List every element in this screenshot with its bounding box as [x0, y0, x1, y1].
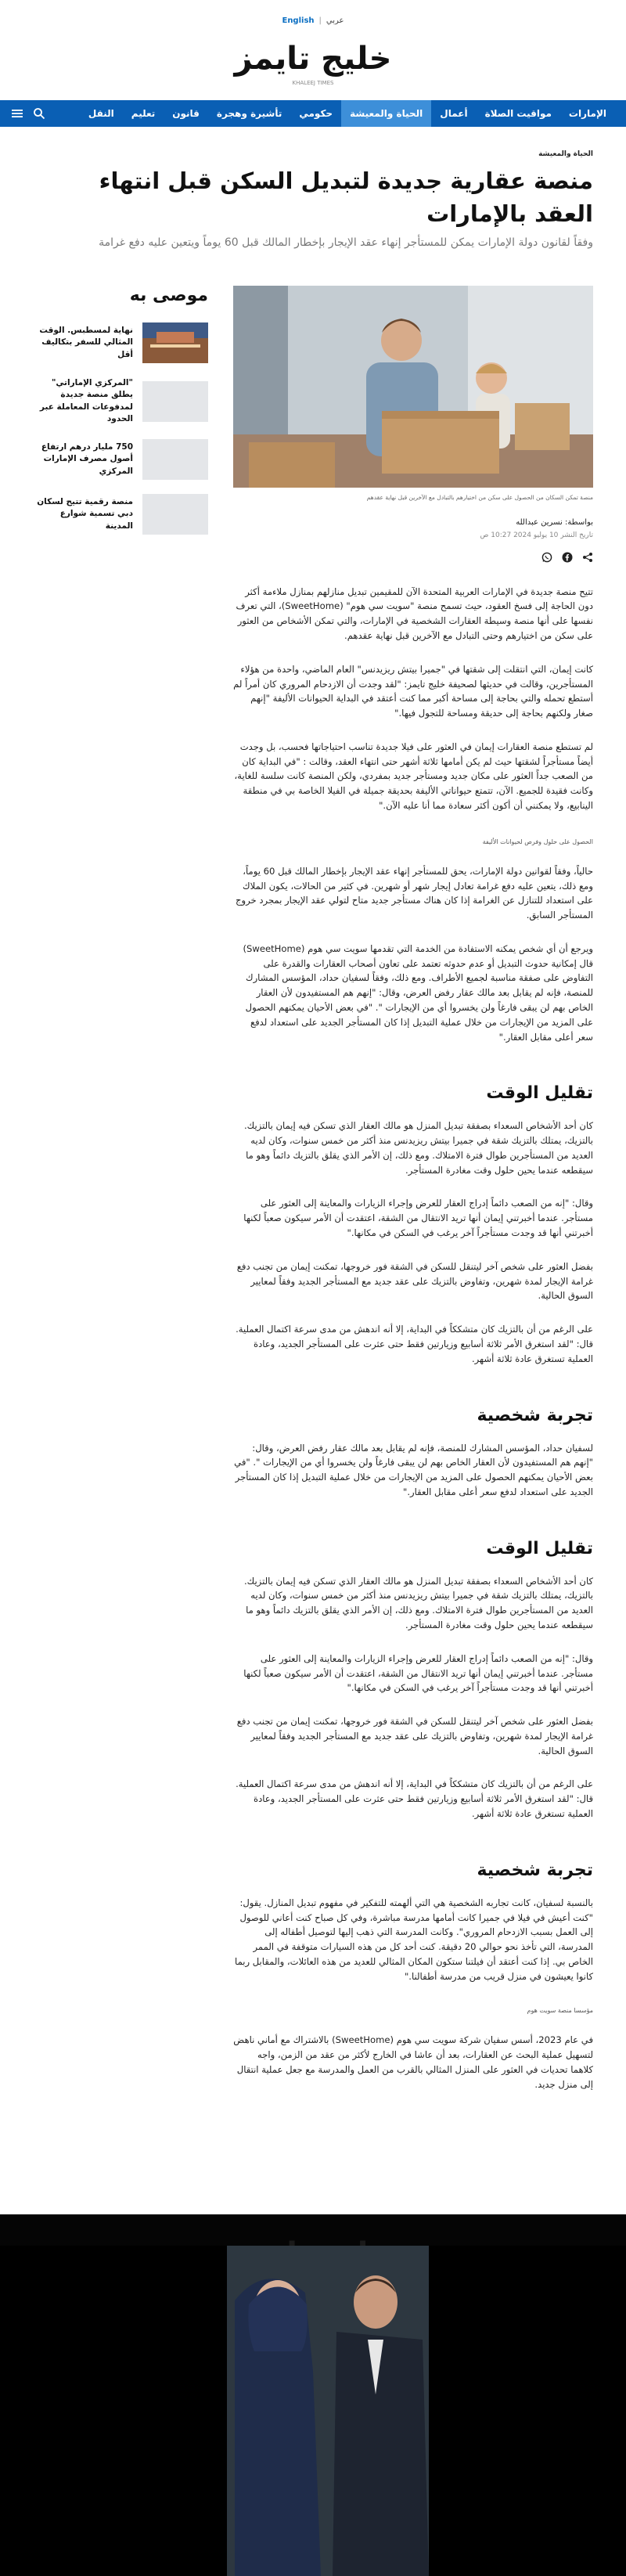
paragraph: حالياً، وفقاً لقوانين دولة الإمارات، يحق للمستأجر إنهاء عقد الإيجار بإخطار المالك قبل 60 يوماً، ومع ذلك، يتعين عليه دفع غرامة تعادل إيجار شهر أو شهرين. في كثير من الحالات، يكون الملاك على استعداد للتنازل عن الغرامة إذا كان هناك مستأجر جديد متاح لتولي عقد الإيجار بمجرد خروج المستأجر السابق. — [236, 865, 593, 921]
article-body — [233, 585, 593, 2092]
article-subhead: وفقاً لقانون دولة الإمارات يمكن للمستأجر إنهاء عقد الإيجار بإخطار المالك قبل 60 يوماً ويتعين عليه دفع غرامة — [99, 236, 593, 250]
nav-item-visa[interactable]: تأشيرة وهجرة — [216, 108, 282, 119]
paragraph: لم تستطع منصة العقارات إيمان في العثور على فيلا جديدة تناسب احتياجاتها فحسب، بل وجدت أيضاً مستأجراً لشقتها حيث لم يكن أمامها ثلاثة أشهر حتى انتهاء العقد، وقالت : "في البداية كان من الصعب جداً العثور على مكان جديد ومستأجر جديد بمفردي، ولكن المنصة كانت سلسة للغاية، وكانت فقيدة للجميع. الآن، تتمتع حيواناتي الأليفة بحديقة جميلة في الفيلا الخاصة بي في منطقة الينابيع، ولا يمكنني أن أكون أكثر سعادة مما أنا عليه الآن." — [234, 740, 593, 811]
article-headline: منصة عقارية جديدة لتبديل السكن قبل انتهاء العقد بالإمارات — [99, 168, 593, 228]
site-logo[interactable]: خليج تايمز — [234, 41, 392, 77]
recommended-item[interactable] — [33, 377, 208, 425]
recommended-item[interactable] — [33, 494, 208, 535]
paragraph: كان أحد الأشخاص السعداء بصفقة تبديل المنزل هو مالك العقار الذي تسكن فيه إيمان بالتزيك. بالتزيك، يمتلك بالتزيك شقة في جميرا بيتش ريزيدنس منذ أكثر من خمس سنوات، وكان لديه العديد من المستأجرين طوال فترة الامتلاك. ومع ذلك، إن الأمر الذي يقلق بالتزيك دائماً وهو ما سيقطعه عندما يحين حلول وقت مغادرة المستأجر. — [243, 1575, 593, 1630]
whatsapp-icon[interactable] — [541, 552, 552, 563]
paragraph: وقال: "إنه من الصعب دائماً إدراج العقار للعرض وإجراء الزيارات والمعاينة إلى العثور على مستأجر. عندما أخبرتني إيمان أنها تريد الانتقال من الشقة، اعتقدت أن الأمر سيكون صعباً لكنها أخبرتني أنها قد وجدت مستأجراً آخر يرغب في السكن في مكانها." — [243, 1652, 593, 1694]
share-icon[interactable] — [582, 552, 593, 563]
paragraph: بفضل العثور على شخص آخر ليتنقل للسكن في الشقة فور خروجها، تمكنت إيمان من تجنب دفع غرامة الإيجار لمدة شهرين، وتفاوض بالتزيك على عقد جديد مع المستأجر الجديد وفقاً لمعايير السوق الحالية. — [236, 1716, 593, 1756]
paragraph: تتيح منصة جديدة في الإمارات العربية المتحدة الآن للمقيمين تبديل منازلهم بمنازل ملاءمة أكثر دون الحاجة إلى فسخ العقود، حيث تسمح منصة "سويت سي هوم" (SweetHome)، التي تعرف نفسها على أنها منصة وسيطة العقارات الشخصية في الإمارات، والتي تمكن الأشخاص من العثور على سكن من اختيارهم وحتى التبادل مع الآخرين قبل نهاية عقدهم. — [236, 585, 593, 641]
paragraph: وقال: "إنه من الصعب دائماً إدراج العقار للعرض وإجراء الزيارات والمعاينة إلى العثور على مستأجر. عندما أخبرتني إيمان أنها تريد الانتقال من الشقة، اعتقدت أن الأمر سيكون صعباً لكنها أخبرتني أنها قد وجدت مستأجراً آخر يرغب في السكن في مكانها." — [243, 1198, 593, 1239]
recommended-thumbnail[interactable] — [142, 439, 208, 480]
section-heading: تجربة شخصية — [477, 1860, 593, 1880]
nav-item-law[interactable]: قانون — [172, 108, 200, 119]
recommended-sidebar — [33, 286, 208, 2092]
nav-item-education[interactable]: تعليم — [131, 108, 156, 119]
image-credit: مؤسسا منصة سويت هوم — [527, 2007, 593, 2015]
recommended-thumbnail[interactable] — [142, 322, 208, 363]
nav-icon-group — [11, 107, 45, 120]
search-icon[interactable] — [33, 107, 45, 120]
article-category[interactable]: الحياة والمعيشة — [538, 150, 593, 158]
nav-item-lifestyle[interactable]: الحياة والمعيشة — [341, 100, 431, 127]
menu-icon[interactable] — [11, 107, 23, 120]
nav-item-business[interactable]: أعمال — [440, 108, 468, 119]
recommended-title[interactable]: نهاية لمسطبس. الوقت المثالي للسفر بتكاليف أقل — [39, 326, 133, 359]
paragraph: على الرغم من أن بالتزيك كان متشككاً في البداية، إلا أنه اندهش من مدى سرعة اكتمال العملية. قال: "لقد استغرق الأمر ثلاثة أسابيع وزيارتين فقط حتى عثرت على المستأجر الجديد، وعادة العملية تستغرق عادة ثلاثة أشهر. — [236, 1324, 593, 1364]
paragraph: كان أحد الأشخاص السعداء بصفقة تبديل المنزل هو مالك العقار الذي تسكن فيه إيمان بالتزيك. بالتزيك، يمتلك بالتزيك شقة في جميرا بيتش ريزيدنس منذ أكثر من خمس سنوات، وكان لديه العديد من المستأجرين طوال فترة الامتلاك. ومع ذلك، إن الأمر الذي يقلق بالتزيك دائماً وهو ما سيقطعه عندما يحين حلول وقت مغادرة المستأجر. — [243, 1120, 593, 1176]
english-link[interactable]: English — [282, 16, 315, 25]
sidebar-title: موصى به — [129, 286, 208, 306]
recommended-title[interactable]: منصة رقمية تتيح لسكان دبي تسمية شوارع المدينة — [37, 497, 133, 531]
related-link[interactable]: الحصول على حلول وفرص لحيوانات الأليفة — [482, 838, 593, 845]
nav-item-uae[interactable]: الإمارات — [568, 108, 606, 119]
section-heading: تجربة شخصية — [477, 1405, 593, 1425]
recommended-item[interactable] — [33, 439, 208, 480]
share-bar — [233, 552, 593, 563]
hero-image — [233, 286, 593, 488]
masthead — [0, 27, 626, 100]
logo-tagline: KHALEEJ TIMES — [292, 80, 334, 86]
recommended-item[interactable] — [33, 322, 208, 363]
main-navigation — [0, 100, 626, 127]
paragraph: على الرغم من أن بالتزيك كان متشككاً في البداية، إلا أنه اندهش من مدى سرعة اكتمال العملية. قال: "لقد استغرق الأمر ثلاثة أسابيع وزيارتين فقط حتى عثرت على المستأجر الجديد، وعادة العملية تستغرق عادة ثلاثة أشهر. — [236, 1778, 593, 1819]
paragraph: كانت إيمان، التي انتقلت إلى شقتها في "جميرا بيتش ريزيدنس" العام الماضي، واحدة من هؤلاء المستأجرين، وقالت في حديثها لصحيفة خليج تايمز: "لقد وجدت أن الازدحام المروري كان أمراً لم أستطع تحمله والتي بحاجة إلى مساحة أكبر مما كنت أعتقد في البداية الحيوانات الأليفة "إنهم صغار ولكنهم بحاجة إلى حديقة ومساحة للتجول فيها." — [233, 663, 593, 719]
content-columns — [0, 251, 626, 2092]
section-heading: تقليل الوقت — [486, 1083, 593, 1104]
facebook-icon[interactable] — [562, 552, 573, 563]
nav-item-prayer-times[interactable]: مواقيت الصلاة — [484, 108, 552, 119]
paragraph: بالنسبة لسفيان، كانت تجاربه الشخصية هي التي ألهمته للتفكير في مفهوم تبديل المنازل. يقول: "كنت أعيش في فيلا في جميرا كانت أمامها مدرسة مباشرة، وفي كل صباح كنت أعاني للوصول إلى العمل بسبب الازدحام المروري". وكانت المدرسة التي ذهب إليها لتوصيل أطفاله إلى المدرسة، التي تأخذ نحو حوالي 20 دقيقة. كنت أحد كل من هذه السيارات متوقفة في الممر الخاص بي. إذا كنت أعتقد أن فيلتنا ستكون المكان المثالي للعديد من هذه العائلات، والمقابل ربما كانوا يعيشون في منزل قريب من مدرسة أطفالنا." — [235, 1897, 593, 1982]
recommended-thumbnail[interactable] — [142, 381, 208, 422]
paragraph: ويرجع أن أي شخص يمكنه الاستفادة من الخدمة التي تقدمها سويت سي هوم (SweetHome) قال إمكانية حدوث التبديل أو عدم حدوثه تعتمد على تعاون أصحاب العقارات والقدرة على التفاوض على صفقة مناسبة لجميع الأطراف. ومع ذلك، وفقاً لسفيان حداد، المؤسس المشارك للمنصة، فإنه لم يقابل بعد مالك عقار رفض العرض، وقال: "إنهم هم المستفيدون لأن العقار الخاص بهم لن يبقى فارغاً ولن يخسروا أي من الإيجارات ". "في بعض الأحيان يمكنهم الحصول على المزيد من الإيجارات من خلال عملية التبديل إذا كان المستأجر الجديد على استعداد لدفع سعر أعلى مقابل العقار." — [243, 942, 593, 1043]
language-separator: | — [318, 16, 322, 25]
advertisement-banner[interactable] — [0, 2214, 626, 2576]
paragraph: بفضل العثور على شخص آخر ليتنقل للسكن في الشقة فور خروجها، تمكنت إيمان من تجنب دفع غرامة الإيجار لمدة شهرين، وتفاوض بالتزيك على عقد جديد مع المستأجر الجديد وفقاً لمعايير السوق الحالية. — [236, 1260, 593, 1302]
paragraph: لسفيان حداد، المؤسس المشارك للمنصة، فإنه لم يقابل بعد مالك عقار رفض العرض، وقال: "إنهم هم المستفيدون لأن العقار الخاص بهم لن يبقى فارغاً ولن يخسروا أي من الإيجارات ". "في بعض الأحيان يمكنهم الحصول على المزيد من الإيجارات من خلال عملية التبديل إذا كان المستأجر الجديد على استعداد لدفع سعر أعلى مقابل العقار." — [234, 1442, 593, 1497]
article-date: تاريخ النشر 10 يوليو 2024 10:27 ص — [480, 531, 593, 539]
article-byline[interactable]: بواسطة: نسرين عبدالله — [516, 517, 593, 527]
recommended-thumbnail[interactable] — [142, 494, 208, 535]
nav-item-government[interactable]: حكومي — [299, 108, 333, 119]
article-main — [233, 286, 593, 2092]
article-header — [0, 127, 626, 251]
recommended-title[interactable]: 750 مليار درهم ارتفاع أصول مصرف الإمارات المركزي — [41, 442, 133, 476]
recommended-title[interactable]: "المركزي الإماراتي" يطلق منصة جديدة لمدفوعات المعاملة عبر الحدود — [39, 378, 133, 423]
hero-caption: منصة تمكن السكان من الحصول على سكن من اختيارهم بالتبادل مع الآخرين قبل نهاية عقدهم — [366, 494, 593, 502]
language-bar — [0, 0, 626, 27]
section-heading: تقليل الوقت — [486, 1538, 593, 1558]
paragraph: في عام 2023، أسس سفيان شركة سويت سي هوم (SweetHome) بالاشتراك مع أماني ناهض لتسهيل عملية البحث عن العقارات، بعد أن عاشا في الخارج لأكثر من عقد من الزمن، واجه كلاهما تحديات في العثور على المنزل المثالي بالقرب من العمل والمدرسة مع جعل عملية انتقال إلى منزل جديد. — [233, 2034, 593, 2090]
nav-item-transport[interactable]: النقل — [88, 108, 114, 119]
arabic-link[interactable]: عربي — [326, 16, 344, 25]
